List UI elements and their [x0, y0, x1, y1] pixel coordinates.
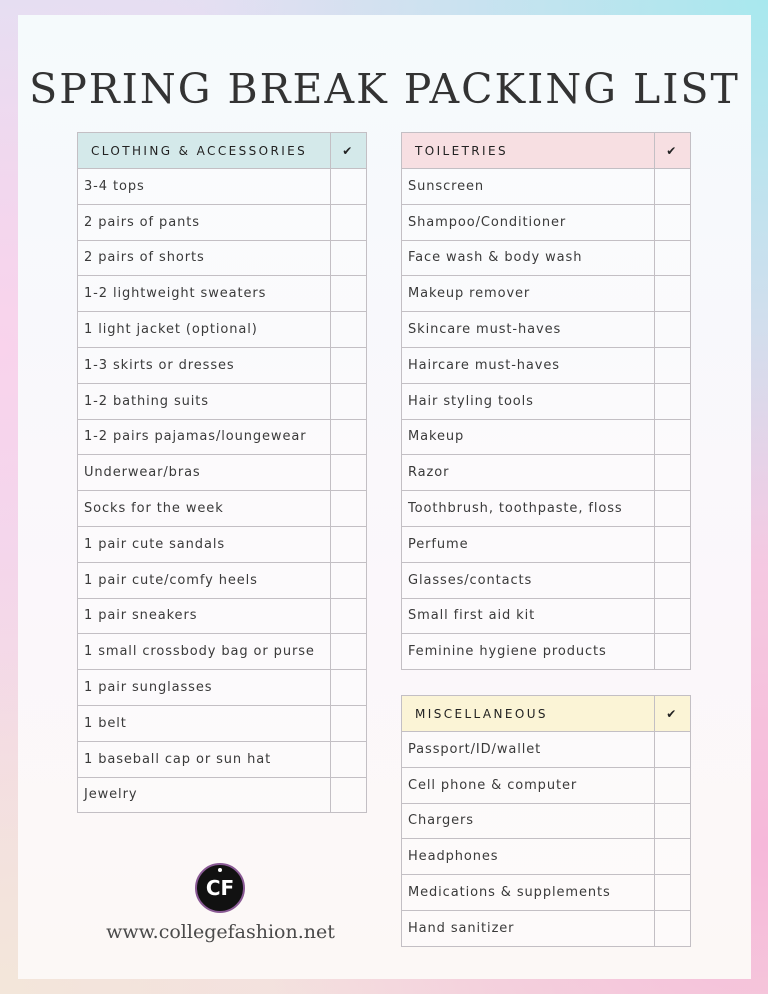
item-label: Underwear/bras [78, 455, 331, 491]
clothing-table [77, 132, 367, 813]
list-item [402, 839, 691, 875]
list-item [78, 240, 367, 276]
check-column-icon: ✔ [655, 133, 691, 169]
miscellaneous-table [401, 695, 691, 947]
list-item [78, 312, 367, 348]
item-label: 2 pairs of pants [78, 204, 331, 240]
checkbox[interactable] [331, 312, 367, 348]
list-item [78, 670, 367, 706]
website-url: www.collegefashion.net [106, 921, 335, 943]
list-item [78, 741, 367, 777]
checkbox[interactable] [655, 598, 691, 634]
checkbox[interactable] [655, 803, 691, 839]
item-label: Passport/ID/wallet [402, 732, 655, 768]
checkbox[interactable] [331, 204, 367, 240]
list-item [78, 204, 367, 240]
item-label: Cell phone & computer [402, 767, 655, 803]
item-label: 1 small crossbody bag or purse [78, 634, 331, 670]
item-label: Small first aid kit [402, 598, 655, 634]
item-label: 1 belt [78, 705, 331, 741]
item-label: Shampoo/Conditioner [402, 204, 655, 240]
list-item [402, 598, 691, 634]
item-label: 1-2 bathing suits [78, 383, 331, 419]
list-item [402, 803, 691, 839]
checkbox[interactable] [331, 598, 367, 634]
item-label: Perfume [402, 526, 655, 562]
list-item [78, 634, 367, 670]
checkbox[interactable] [331, 383, 367, 419]
list-item [78, 455, 367, 491]
checkbox[interactable] [331, 169, 367, 205]
item-label: Jewelry [78, 777, 331, 813]
checkbox[interactable] [655, 169, 691, 205]
item-label: 1-2 pairs pajamas/loungewear [78, 419, 331, 455]
item-label: 2 pairs of shorts [78, 240, 331, 276]
list-item [402, 204, 691, 240]
check-column-icon: ✔ [655, 696, 691, 732]
checkbox[interactable] [655, 526, 691, 562]
checkbox[interactable] [655, 383, 691, 419]
checkbox[interactable] [655, 732, 691, 768]
list-item [78, 705, 367, 741]
list-item [402, 312, 691, 348]
check-column-icon: ✔ [331, 133, 367, 169]
item-label: 3-4 tops [78, 169, 331, 205]
table-header [78, 133, 367, 169]
list-item [402, 562, 691, 598]
checkbox[interactable] [655, 562, 691, 598]
table-header [402, 696, 691, 732]
list-item [78, 169, 367, 205]
section-header: MISCELLANEOUS [402, 696, 655, 732]
toiletries-table [401, 132, 691, 670]
section-header: TOILETRIES [402, 133, 655, 169]
item-label: Hair styling tools [402, 383, 655, 419]
packing-list-page [18, 15, 751, 979]
checkbox[interactable] [331, 670, 367, 706]
item-label: Makeup remover [402, 276, 655, 312]
checkbox[interactable] [655, 204, 691, 240]
list-item [78, 491, 367, 527]
item-label: Feminine hygiene products [402, 634, 655, 670]
checkbox[interactable] [655, 455, 691, 491]
list-item [402, 732, 691, 768]
item-label: 1-2 lightweight sweaters [78, 276, 331, 312]
item-label: Chargers [402, 803, 655, 839]
list-item [402, 347, 691, 383]
checkbox[interactable] [331, 562, 367, 598]
item-label: Toothbrush, toothpaste, floss [402, 491, 655, 527]
list-item [402, 875, 691, 911]
item-label: 1 pair cute/comfy heels [78, 562, 331, 598]
college-fashion-logo [195, 863, 245, 913]
checkbox[interactable] [655, 491, 691, 527]
item-label: Makeup [402, 419, 655, 455]
item-label: 1-3 skirts or dresses [78, 347, 331, 383]
list-item [78, 276, 367, 312]
checkbox[interactable] [655, 767, 691, 803]
list-item [402, 491, 691, 527]
table-header [402, 133, 691, 169]
list-item [78, 598, 367, 634]
list-item [402, 526, 691, 562]
item-label: Socks for the week [78, 491, 331, 527]
checkbox[interactable] [655, 276, 691, 312]
item-label: 1 pair cute sandals [78, 526, 331, 562]
list-item [402, 383, 691, 419]
item-label: Skincare must-haves [402, 312, 655, 348]
page-title: SPRING BREAK PACKING LIST [29, 65, 740, 113]
item-label: 1 light jacket (optional) [78, 312, 331, 348]
logo-text: CF [205, 876, 235, 900]
checkbox[interactable] [331, 455, 367, 491]
item-label: Glasses/contacts [402, 562, 655, 598]
logo-dot-icon [218, 868, 222, 872]
list-item [402, 240, 691, 276]
checkbox[interactable] [655, 419, 691, 455]
list-item [402, 169, 691, 205]
item-label: Haircare must-haves [402, 347, 655, 383]
item-label: 1 pair sunglasses [78, 670, 331, 706]
checkbox[interactable] [655, 240, 691, 276]
checkbox[interactable] [655, 347, 691, 383]
checkbox[interactable] [331, 741, 367, 777]
item-label: Medications & supplements [402, 875, 655, 911]
list-item [78, 347, 367, 383]
checkbox[interactable] [331, 347, 367, 383]
list-item [402, 634, 691, 670]
item-label: 1 baseball cap or sun hat [78, 741, 331, 777]
list-item [78, 562, 367, 598]
checkbox[interactable] [331, 276, 367, 312]
checkbox[interactable] [331, 491, 367, 527]
checkbox[interactable] [331, 777, 367, 813]
list-item [402, 419, 691, 455]
list-item [78, 383, 367, 419]
checkbox[interactable] [655, 839, 691, 875]
section-header: CLOTHING & ACCESSORIES [78, 133, 331, 169]
checkbox[interactable] [331, 240, 367, 276]
list-item [78, 777, 367, 813]
item-label: Razor [402, 455, 655, 491]
checkbox[interactable] [655, 634, 691, 670]
checkbox[interactable] [331, 526, 367, 562]
checkbox[interactable] [331, 634, 367, 670]
checkbox[interactable] [655, 910, 691, 946]
item-label: Hand sanitizer [402, 910, 655, 946]
list-item [402, 455, 691, 491]
checkbox[interactable] [331, 419, 367, 455]
item-label: Headphones [402, 839, 655, 875]
list-item [402, 767, 691, 803]
item-label: Sunscreen [402, 169, 655, 205]
list-item [402, 910, 691, 946]
item-label: Face wash & body wash [402, 240, 655, 276]
list-item [78, 526, 367, 562]
list-item [78, 419, 367, 455]
list-item [402, 276, 691, 312]
checkbox[interactable] [655, 875, 691, 911]
checkbox[interactable] [331, 705, 367, 741]
item-label: 1 pair sneakers [78, 598, 331, 634]
checkbox[interactable] [655, 312, 691, 348]
